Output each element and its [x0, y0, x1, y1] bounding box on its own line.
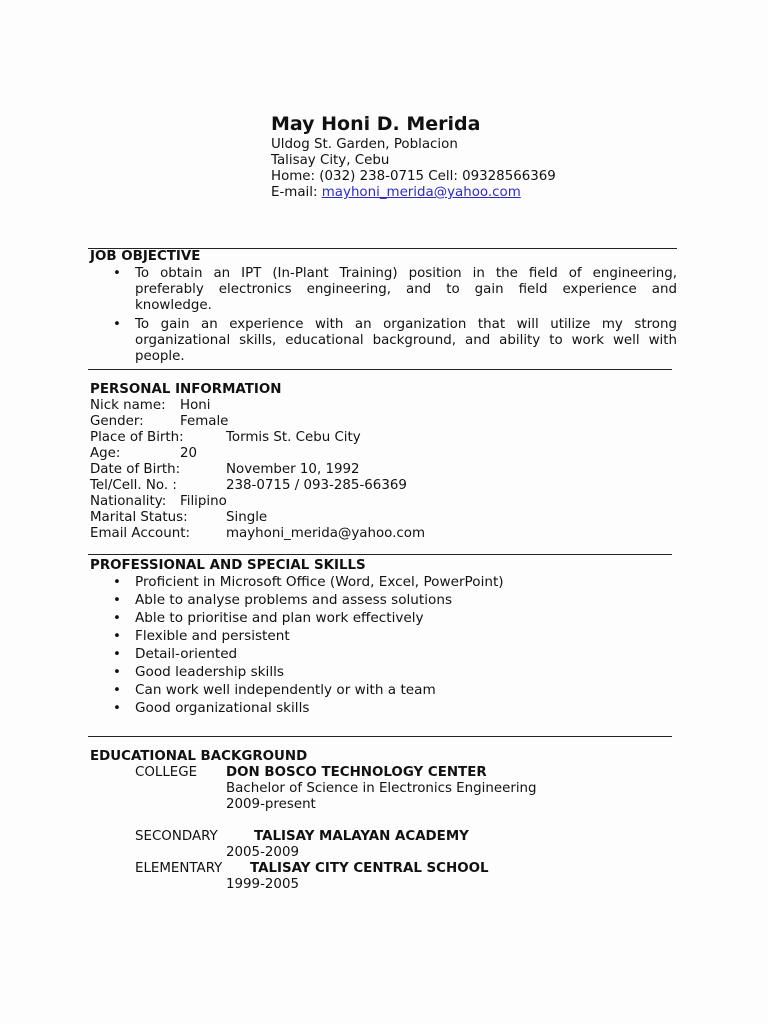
email-link[interactable]: mayhoni_merida@yahoo.com — [321, 185, 521, 200]
bullet-icon: • — [113, 611, 121, 626]
divider — [88, 736, 672, 737]
bullet-icon: • — [113, 629, 121, 644]
bullet-icon: • — [113, 665, 121, 680]
personal-heading: PERSONAL INFORMATION — [90, 382, 282, 397]
address-line-1: Uldog St. Garden, Poblacion — [271, 137, 458, 152]
personal-value: November 10, 1992 — [226, 462, 360, 477]
bullet-icon: • — [113, 317, 121, 332]
skill-item: Can work well independently or with a team — [135, 682, 436, 698]
personal-label: Date of Birth: — [90, 462, 181, 477]
personal-value: mayhoni_merida@yahoo.com — [226, 526, 425, 541]
email-line — [271, 185, 521, 201]
phone-line: Home: (032) 238-0715 Cell: 09328566369 — [271, 169, 556, 184]
skills-heading: PROFESSIONAL AND SPECIAL SKILLS — [90, 558, 366, 573]
personal-value: 20 — [180, 446, 198, 461]
skill-item: Able to prioritise and plan work effectively — [135, 610, 424, 626]
skill-item: Flexible and persistent — [135, 628, 290, 644]
bullet-icon: • — [113, 683, 121, 698]
school-name: TALISAY MALAYAN ACADEMY — [254, 829, 469, 844]
personal-value: Single — [226, 510, 268, 525]
objective-item — [135, 266, 677, 314]
personal-label: Age: — [90, 446, 121, 461]
education-level: SECONDARY — [135, 829, 218, 844]
personal-value: Tormis St. Cebu City — [226, 430, 361, 445]
school-years: 1999-2005 — [226, 877, 299, 892]
divider — [88, 369, 672, 370]
applicant-name: May Honi D. Merida — [271, 113, 481, 135]
personal-label: Tel/Cell. No. : — [90, 478, 177, 493]
personal-value: Filipino — [180, 494, 227, 509]
education-heading: EDUCATIONAL BACKGROUND — [90, 749, 308, 764]
personal-value: 238-0715 / 093-285-66369 — [226, 478, 407, 493]
degree: Bachelor of Science in Electronics Engineering — [226, 781, 537, 796]
skill-item: Able to analyse problems and assess solutions — [135, 592, 453, 608]
personal-label: Marital Status: — [90, 510, 188, 525]
bullet-icon: • — [113, 266, 121, 281]
school-years: 2009-present — [226, 797, 316, 812]
personal-label: Nick name: — [90, 398, 166, 413]
education-level: COLLEGE — [135, 765, 198, 780]
skill-item: Good leadership skills — [135, 664, 284, 680]
school-name: TALISAY CITY CENTRAL SCHOOL — [250, 861, 489, 876]
email-label: E-mail: — [271, 185, 322, 200]
bullet-icon: • — [113, 593, 121, 608]
personal-label: Gender: — [90, 414, 144, 429]
skill-item: Good organizational skills — [135, 700, 310, 716]
objective-line: people. — [135, 349, 185, 364]
objective-line: organizational skills, educational background, and ability to work well with — [135, 333, 677, 348]
address-line-2: Talisay City, Cebu — [271, 153, 390, 168]
school-years: 2005-2009 — [226, 845, 299, 860]
personal-value: Honi — [180, 398, 211, 413]
skill-item: Proficient in Microsoft Office (Word, Excel, PowerPoint) — [135, 574, 504, 590]
school-name: DON BOSCO TECHNOLOGY CENTER — [226, 765, 487, 780]
objective-item — [135, 317, 677, 365]
bullet-icon: • — [113, 647, 121, 662]
bullet-icon: • — [113, 575, 121, 590]
bullet-icon: • — [113, 701, 121, 716]
objective-line: To obtain an IPT (In-Plant Training) position in the field of engineering, — [135, 266, 677, 281]
objective-line: To gain an experience with an organization that will utilize my strong — [135, 317, 677, 332]
objective-line: knowledge. — [135, 298, 212, 313]
personal-label: Place of Birth: — [90, 430, 184, 445]
objective-heading: JOB OBJECTIVE — [90, 249, 201, 264]
education-level: ELEMENTARY — [135, 861, 223, 876]
skill-item: Detail-oriented — [135, 646, 238, 662]
personal-value: Female — [180, 414, 229, 429]
divider — [88, 554, 672, 555]
personal-label: Email Account: — [90, 526, 190, 541]
objective-line: preferably electronics engineering, and to gain field experience and — [135, 282, 677, 297]
personal-label: Nationality: — [90, 494, 167, 509]
